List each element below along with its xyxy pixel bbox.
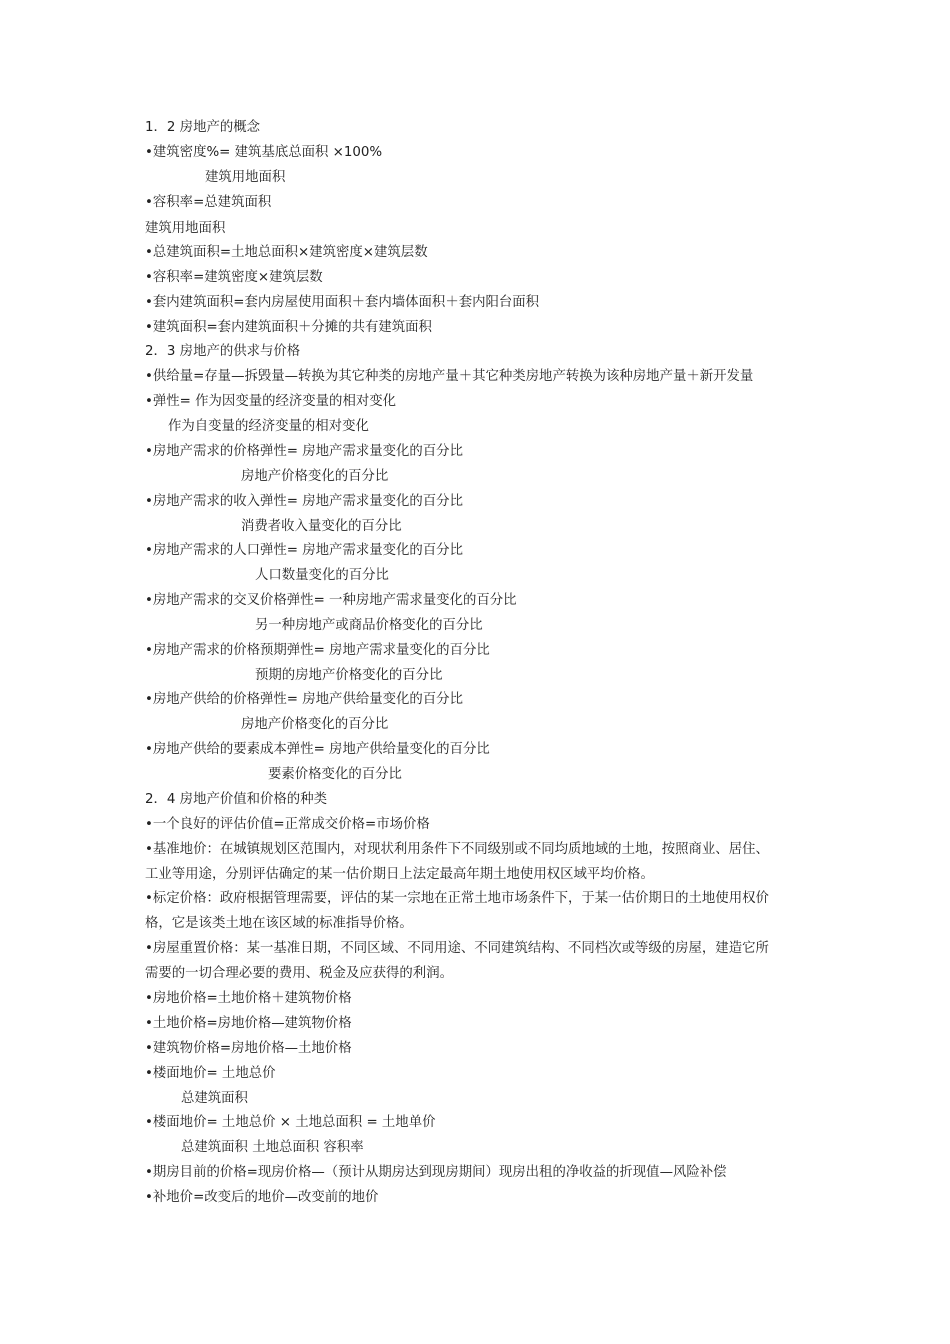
text-line: 预期的房地产价格变化的百分比 [255, 668, 443, 683]
text-line: •容积率=总建筑面积 [145, 195, 272, 210]
text-line: 房地产价格变化的百分比 [241, 717, 389, 732]
text-line: 总建筑面积 [181, 1091, 248, 1106]
text-line: •房地产需求的交叉价格弹性= 一种房地产需求量变化的百分比 [145, 593, 517, 608]
text-line: •建筑密度%= 建筑基底总面积 ×100% [145, 145, 383, 160]
text-line: •房地产需求的价格弹性= 房地产需求量变化的百分比 [145, 444, 463, 459]
text-line: 要素价格变化的百分比 [268, 767, 402, 782]
text-line: 房地产价格变化的百分比 [241, 469, 389, 484]
text-line: •房地产供给的价格弹性= 房地产供给量变化的百分比 [145, 692, 463, 707]
text-line: •楼面地价= 土地总价 [145, 1066, 276, 1081]
text-line: •期房目前的价格=现房价格—（预计从期房达到现房期间）现房出租的净收益的折现值—风险补偿 [145, 1165, 727, 1180]
text-line: •房地产供给的要素成本弹性= 房地产供给量变化的百分比 [145, 742, 490, 757]
text-line: 人口数量变化的百分比 [255, 568, 389, 583]
text-line: 建筑用地面积 [145, 221, 226, 236]
text-line: •容积率=建筑密度×建筑层数 [145, 270, 323, 285]
text-line: 建筑用地面积 [205, 170, 286, 185]
text-line: •房地产需求的价格预期弹性= 房地产需求量变化的百分比 [145, 643, 490, 658]
text-line: 另一种房地产或商品价格变化的百分比 [255, 618, 483, 633]
text-line: •建筑物价格=房地价格—土地价格 [145, 1041, 352, 1056]
text-line: •房地产需求的收入弹性= 房地产需求量变化的百分比 [145, 494, 463, 509]
text-line: 总建筑面积 土地总面积 容积率 [181, 1140, 364, 1155]
text-line: •房地产需求的人口弹性= 房地产需求量变化的百分比 [145, 543, 463, 558]
text-line: •土地价格=房地价格—建筑物价格 [145, 1016, 352, 1031]
text-line: •供给量=存量—拆毁量—转换为其它种类的房地产量＋其它种类房地产转换为该种房地产量＋新开发量 [145, 369, 754, 384]
text-line: 作为自变量的经济变量的相对变化 [168, 419, 369, 434]
text-line: 1．2 房地产的概念 [145, 120, 261, 135]
text-line: 工业等用途，分别评估确定的某一估价期日上法定最高年期土地使用权区域平均价格。 [145, 867, 654, 882]
text-line: 2．4 房地产价值和价格的种类 [145, 792, 327, 807]
text-line: •标定价格：政府根据管理需要，评估的某一宗地在正常土地市场条件下，于某一估价期日的土地使用权价 [145, 891, 769, 906]
text-line: 需要的一切合理必要的费用、税金及应获得的利润。 [145, 966, 453, 981]
text-line: 2．3 房地产的供求与价格 [145, 344, 301, 359]
text-line: •弹性= 作为因变量的经济变量的相对变化 [145, 394, 397, 409]
text-line: •总建筑面积=土地总面积×建筑密度×建筑层数 [145, 245, 428, 260]
text-line: •基准地价：在城镇规划区范围内，对现状利用条件下不同级别或不同均质地域的土地，按照商业、居住、 [145, 842, 769, 857]
text-line: •补地价=改变后的地价—改变前的地价 [145, 1190, 379, 1205]
text-line: •建筑面积=套内建筑面积＋分摊的共有建筑面积 [145, 320, 432, 335]
text-line: •房地价格=土地价格＋建筑物价格 [145, 991, 352, 1006]
text-line: 格，它是该类土地在该区域的标准指导价格。 [145, 916, 413, 931]
text-line: 消费者收入量变化的百分比 [241, 519, 402, 534]
text-line: •楼面地价= 土地总价 × 土地总面积 = 土地单价 [145, 1115, 436, 1130]
text-line: •房屋重置价格：某一基准日期，不同区域、不同用途、不同建筑结构、不同档次或等级的房屋，建造它所 [145, 941, 769, 956]
text-line: •一个良好的评估价值=正常成交价格=市场价格 [145, 817, 430, 832]
text-line: •套内建筑面积=套内房屋使用面积＋套内墙体面积＋套内阳台面积 [145, 295, 540, 310]
